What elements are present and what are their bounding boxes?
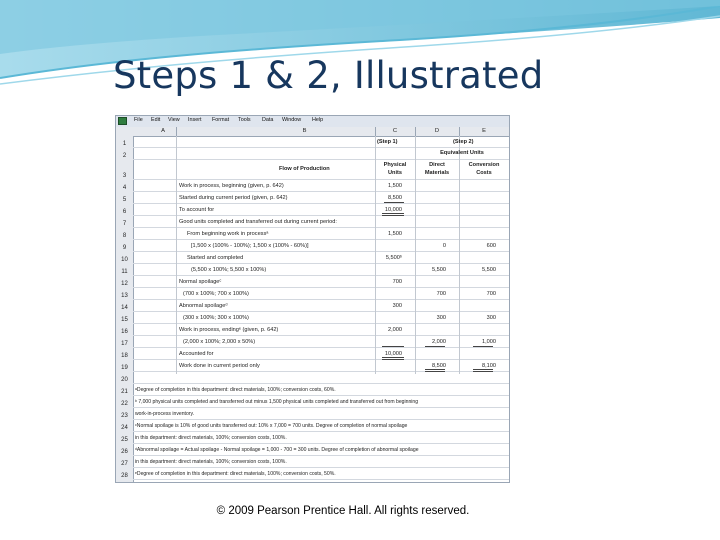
copyright-notice: © 2009 Pearson Prentice Hall. All rights reserved. [216, 505, 470, 517]
flow-label-cell: From beginning work in processᵃ [187, 231, 269, 237]
row-header[interactable]: 12 [121, 281, 128, 287]
row-header[interactable]: 26 [121, 449, 128, 455]
value-cell-c: 5,500ᵇ [385, 255, 402, 261]
menu-window[interactable]: Window [282, 117, 302, 123]
flow-label-cell: Accounted for [179, 351, 214, 357]
flow-label-cell: Work in process, endingᵉ (given, p. 642) [179, 327, 279, 333]
row-gridline [133, 203, 510, 204]
row-gridline [133, 239, 510, 240]
flow-of-production-label: Flow of Production [279, 166, 330, 172]
menu-help[interactable]: Help [312, 117, 324, 123]
column-header-separator [459, 127, 460, 136]
row-header[interactable]: 21 [121, 389, 128, 395]
footnote-line: ᵃDegree of completion in this department: direct materials, 100%; conversion costs, 60%. [135, 387, 336, 393]
flow-label-cell: [1,500 x (100% - 100%); 1,500 x (100% - 60%)] [191, 243, 309, 249]
flow-label-cell: Normal spoilageᶜ [179, 279, 222, 285]
row-gridline [133, 431, 510, 432]
value-cell-d: 5,500 [432, 267, 446, 273]
footnote-line: ᵈAbnormal spoilage = Actual spoilage - Normal spoilage = 1,000 - 700 = 300 units. Degree of completion of abnormal spoilage [135, 447, 419, 453]
row-header[interactable]: 2 [122, 153, 127, 159]
column-header-separator [415, 127, 416, 136]
step2-label: (Step 2) [453, 139, 474, 145]
row-gridline [133, 287, 510, 288]
row-header[interactable]: 22 [121, 401, 128, 407]
row-gridline [133, 335, 510, 336]
row-gridline [133, 383, 510, 384]
row-gridline [133, 275, 510, 276]
row-headers [116, 136, 134, 483]
footnote-line: in this department: direct materials, 100%; conversion costs, 100%. [135, 435, 287, 441]
flow-label-cell: (300 x 100%; 300 x 100%) [183, 315, 249, 321]
row-header[interactable]: 23 [121, 413, 128, 419]
row-gridline [133, 251, 510, 252]
row-header[interactable]: 19 [121, 365, 128, 371]
menu-file[interactable]: File [134, 117, 143, 123]
footnote-line: ᶜNormal spoilage is 10% of good units transferred out: 10% x 7,000 = 700 units. Degree of completion of normal spoilage [135, 423, 408, 429]
double-underline [473, 369, 493, 372]
value-cell-c: 10,000 [384, 351, 402, 357]
column-headers [116, 127, 509, 137]
column-header-d[interactable]: D [434, 128, 440, 134]
row-gridline [133, 347, 510, 348]
value-cell-e: 300 [486, 315, 496, 321]
single-underline [382, 346, 404, 347]
direct-materials-line1: Direct [429, 162, 445, 168]
flow-label-cell: Started and completed [187, 255, 244, 261]
row-gridline [133, 311, 510, 312]
row-gridline [133, 395, 510, 396]
double-underline [382, 357, 404, 360]
row-header[interactable]: 6 [122, 209, 127, 215]
flow-label-cell: (5,500 x 100%; 5,500 x 100%) [191, 267, 267, 273]
column-header-a[interactable]: A [161, 128, 165, 134]
footnote-line: ᵇ 7,000 physical units completed and transferred out minus 1,500 physical units completed and transferred out from beginning [135, 399, 419, 405]
value-cell-c: 8,500 [388, 195, 402, 201]
flow-label-cell: Work done in current period only [179, 363, 260, 369]
flow-label-cell: Abnormal spoilageᵈ [179, 303, 228, 309]
conversion-costs-line1: Conversion [468, 162, 500, 168]
value-cell-c: 2,000 [388, 327, 402, 333]
column-header-b[interactable]: B [302, 128, 307, 134]
row-gridline [133, 299, 510, 300]
value-cell-d: 2,000 [432, 339, 446, 345]
menu-tools[interactable]: Tools [238, 117, 251, 123]
column-header-separator [176, 127, 177, 136]
row-gridline [133, 371, 510, 372]
menu-data[interactable]: Data [262, 117, 274, 123]
column-header-separator [375, 127, 376, 136]
row-header[interactable]: 3 [122, 173, 127, 179]
spreadsheet-icon [118, 117, 127, 125]
row-header[interactable]: 7 [122, 221, 127, 227]
flow-label-cell: Good units completed and transferred out during current period: [179, 219, 337, 225]
row-gridline [133, 467, 510, 468]
flow-label-cell: (2,000 x 100%; 2,000 x 50%) [183, 339, 256, 345]
value-cell-d: 300 [436, 315, 446, 321]
value-cell-d: 8,500 [432, 363, 446, 369]
slide-title: Steps 1 & 2, Illustrated [113, 54, 544, 97]
row-header[interactable]: 16 [121, 329, 128, 335]
value-cell-c: 1,500 [388, 183, 402, 189]
row-header[interactable]: 1 [122, 141, 127, 147]
row-header[interactable]: 28 [121, 473, 128, 479]
menu-view[interactable]: View [168, 117, 180, 123]
double-underline [425, 369, 445, 372]
value-cell-d: 0 [442, 243, 446, 249]
single-underline [384, 202, 404, 203]
row-header[interactable]: 9 [122, 245, 127, 251]
step1-label: (Step 1) [377, 139, 398, 145]
value-cell-e: 700 [486, 291, 496, 297]
row-header[interactable]: 17 [121, 341, 128, 347]
row-header[interactable]: 25 [121, 437, 128, 443]
physical-units-line2: Units [388, 170, 402, 176]
row-header[interactable]: 5 [122, 197, 127, 203]
row-gridline [133, 147, 510, 148]
menu-edit[interactable]: Edit [151, 117, 161, 123]
physical-units-line1: Physical [383, 162, 407, 168]
row-header[interactable]: 15 [121, 317, 128, 323]
row-header[interactable]: 4 [122, 185, 127, 191]
footnote-line: in this department: direct materials, 100%; conversion costs, 100%. [135, 459, 287, 465]
footnote-line: work-in-process inventory. [135, 411, 195, 417]
value-cell-e: 600 [486, 243, 496, 249]
value-cell-d: 700 [436, 291, 446, 297]
flow-label-cell: Work in process, beginning (given, p. 642) [179, 183, 284, 189]
value-cell-c: 300 [392, 303, 402, 309]
row-header[interactable]: 13 [121, 293, 128, 299]
row-gridline [133, 419, 510, 420]
row-gridline [133, 159, 510, 160]
row-header[interactable]: 20 [121, 377, 128, 383]
equivalent-units-label: Equivalent Units [440, 150, 484, 156]
menu-format[interactable]: Format [212, 117, 230, 123]
value-cell-c: 1,500 [388, 231, 402, 237]
footnote-line: ᵉDegree of completion in this department: direct materials, 100%; conversion costs, 50%. [135, 471, 336, 477]
value-cell-c: 700 [392, 279, 402, 285]
row-gridline [133, 263, 510, 264]
row-gridline [133, 323, 510, 324]
column-header-c[interactable]: C [392, 128, 398, 134]
row-header[interactable]: 18 [121, 353, 128, 359]
double-underline [382, 213, 404, 216]
value-cell-e: 5,500 [482, 267, 496, 273]
row-gridline [133, 191, 510, 192]
flow-label-cell: To account for [179, 207, 215, 213]
row-header[interactable]: 10 [121, 257, 128, 263]
column-gridline [176, 136, 177, 374]
menu-insert[interactable]: Insert [188, 117, 202, 123]
single-underline [425, 346, 445, 347]
row-gridline [133, 455, 510, 456]
flow-label-cell: (700 x 100%; 700 x 100%) [183, 291, 249, 297]
row-header[interactable]: 8 [122, 233, 127, 239]
row-header[interactable]: 27 [121, 461, 128, 467]
spreadsheet-screenshot [115, 115, 510, 483]
row-gridline [133, 407, 510, 408]
direct-materials-line2: Materials [424, 170, 450, 176]
row-gridline [133, 227, 510, 228]
flow-label-cell: Started during current period (given, p. 642) [179, 195, 288, 201]
value-cell-e: 8,100 [482, 363, 496, 369]
row-gridline [133, 443, 510, 444]
row-gridline [133, 179, 510, 180]
row-gridline [133, 479, 510, 480]
single-underline [473, 346, 493, 347]
row-header[interactable]: 24 [121, 425, 128, 431]
row-gridline [133, 359, 510, 360]
column-header-e[interactable]: E [482, 128, 486, 134]
row-gridline [133, 215, 510, 216]
row-header[interactable]: 11 [121, 269, 128, 275]
row-header[interactable]: 14 [121, 305, 128, 311]
conversion-costs-line2: Costs [476, 170, 492, 176]
value-cell-c: 10,000 [384, 207, 402, 213]
value-cell-e: 1,000 [482, 339, 496, 345]
